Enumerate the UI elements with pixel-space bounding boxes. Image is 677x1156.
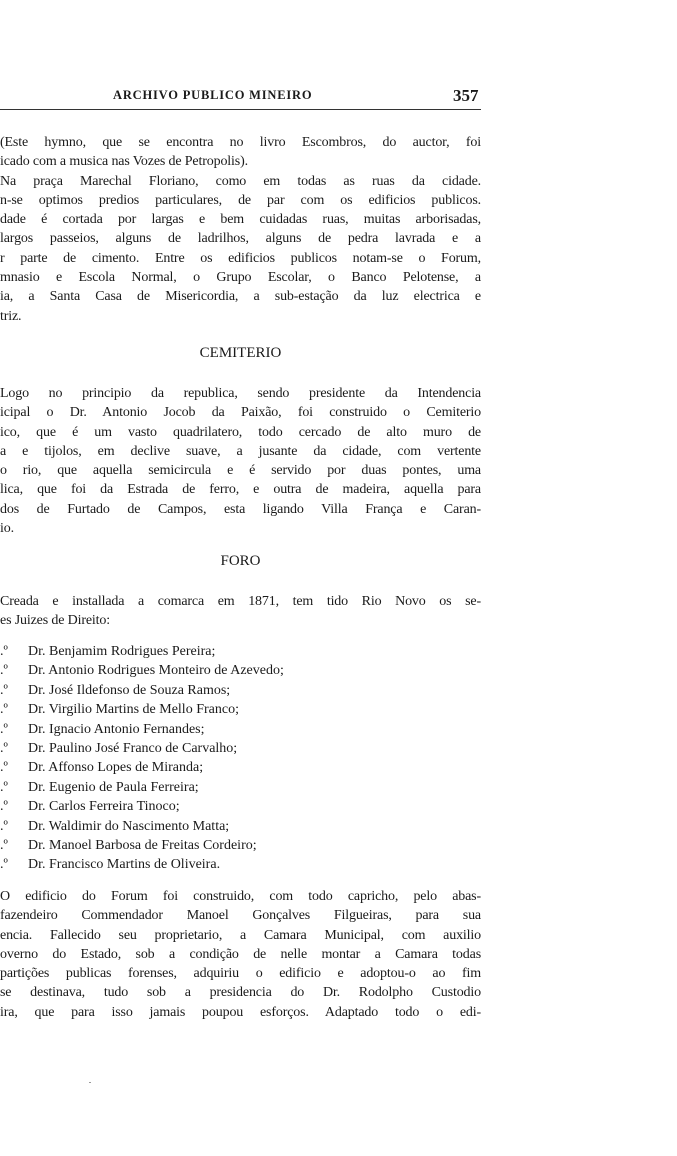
text-line: ira, que para isso jamais poupou esforços. Adaptado todo o edi- — [0, 1004, 481, 1020]
list-item: .º Dr. José Ildefonso de Souza Ramos; — [0, 682, 231, 698]
list-item: .º Dr. Paulino José Franco de Carvalho; — [0, 740, 238, 756]
paragraph-forum-building — [0, 887, 481, 1022]
text-line: mnasio e Escola Normal, o Grupo Escolar, o Banco Pelotense, a — [0, 270, 481, 286]
text-line: Na praça Marechal Floriano, como em todas as ruas da cidade. — [0, 173, 481, 189]
list-item: .º Dr. Antonio Rodrigues Monteiro de Azevedo; — [0, 663, 284, 679]
text-line: se destinava, tudo sob a presidencia do Dr. Rodolpho Custodio — [0, 985, 481, 1001]
text-line: partições publicas forenses, adquiriu o edificio e adoptou-o ao fim — [0, 966, 481, 982]
paragraph-hymn-and-praca — [0, 133, 481, 326]
running-title: ARCHIVO PUBLICO MINEIRO — [113, 88, 313, 102]
section-heading-foro: FORO — [220, 553, 261, 569]
text-line: fazendeiro Commendador Manoel Gonçalves Filgueiras, para sua — [0, 908, 481, 924]
text-line: io. — [0, 521, 14, 537]
text-line: r parte de cimento. Entre os edificios publicos notam-se o Forum, — [0, 250, 481, 266]
list-item: .º Dr. Waldimir do Nascimento Matta; — [0, 818, 230, 834]
list-item: .º Dr. Virgilio Martins de Mello Franco; — [0, 702, 239, 718]
text-line: O edificio do Forum foi construido, com todo capricho, pelo abas- — [0, 889, 481, 904]
text-line: largos passeios, alguns de ladrilhos, alguns de pedra lavrada e a — [0, 231, 481, 247]
list-item: .º Dr. Benjamim Rodrigues Pereira; — [0, 644, 216, 659]
text-line: o rio, que aquella semicircula e é servido por duas pontes, uma — [0, 463, 481, 479]
list-item: .º Dr. Manoel Barbosa de Freitas Cordeiro; — [0, 837, 257, 853]
header-rule — [0, 109, 481, 110]
text-line: lica, que foi da Estrada de ferro, e outra de madeira, aquella para — [0, 482, 481, 498]
text-line: ia, a Santa Casa de Misericordia, a sub-estação da luz electrica e — [0, 289, 481, 305]
list-item: .º Dr. Affonso Lopes de Miranda; — [0, 760, 204, 776]
text-line: icipal o Dr. Antonio Jocob da Paixão, foi construido o Cemiterio — [0, 405, 481, 421]
list-item: .º Dr. Carlos Ferreira Tinoco; — [0, 799, 180, 815]
text-line: icado com a musica nas Vozes de Petropolis). — [0, 154, 248, 170]
text-line: triz. — [0, 308, 22, 324]
paragraph-foro-intro — [0, 592, 481, 631]
text-line: a e tijolos, em declive suave, a jusante da cidade, com vertente — [0, 443, 481, 459]
section-heading-cemiterio: CEMITERIO — [199, 345, 282, 361]
scan-speck — [89, 1082, 91, 1083]
judges-list — [0, 642, 284, 875]
text-line: (Este hymno, que se encontra no livro Escombros, do auctor, foi — [0, 135, 481, 150]
text-line: ico, que é um vasto quadrilatero, todo cercado de alto muro de — [0, 424, 481, 440]
text-line: Creada e installada a comarca em 1871, tem tido Rio Novo os se- — [0, 594, 481, 609]
page-header — [0, 86, 677, 110]
page-number: 357 — [453, 86, 479, 105]
list-item: .º Dr. Francisco Martins de Oliveira. — [0, 857, 221, 873]
text-line: encia. Fallecido seu proprietario, a Camara Municipal, com auxilio — [0, 927, 481, 943]
text-line: Logo no principio da republica, sendo presidente da Intendencia — [0, 386, 481, 401]
text-line: n-se optimos predios particulares, de par com os edificios publicos. — [0, 192, 481, 208]
text-line: dade é cortada por largas e bem cuidadas ruas, muitas arborisadas, — [0, 212, 481, 228]
text-line: es Juizes de Direito: — [0, 613, 110, 629]
text-line: overno do Estado, sob a condição de nelle montar a Camara todas — [0, 946, 481, 962]
list-item: .º Dr. Ignacio Antonio Fernandes; — [0, 721, 205, 737]
text-line: dos de Furtado de Campos, esta ligando Villa França e Caran- — [0, 501, 481, 517]
paragraph-cemiterio — [0, 384, 481, 538]
list-item: .º Dr. Eugenio de Paula Ferreira; — [0, 779, 199, 795]
